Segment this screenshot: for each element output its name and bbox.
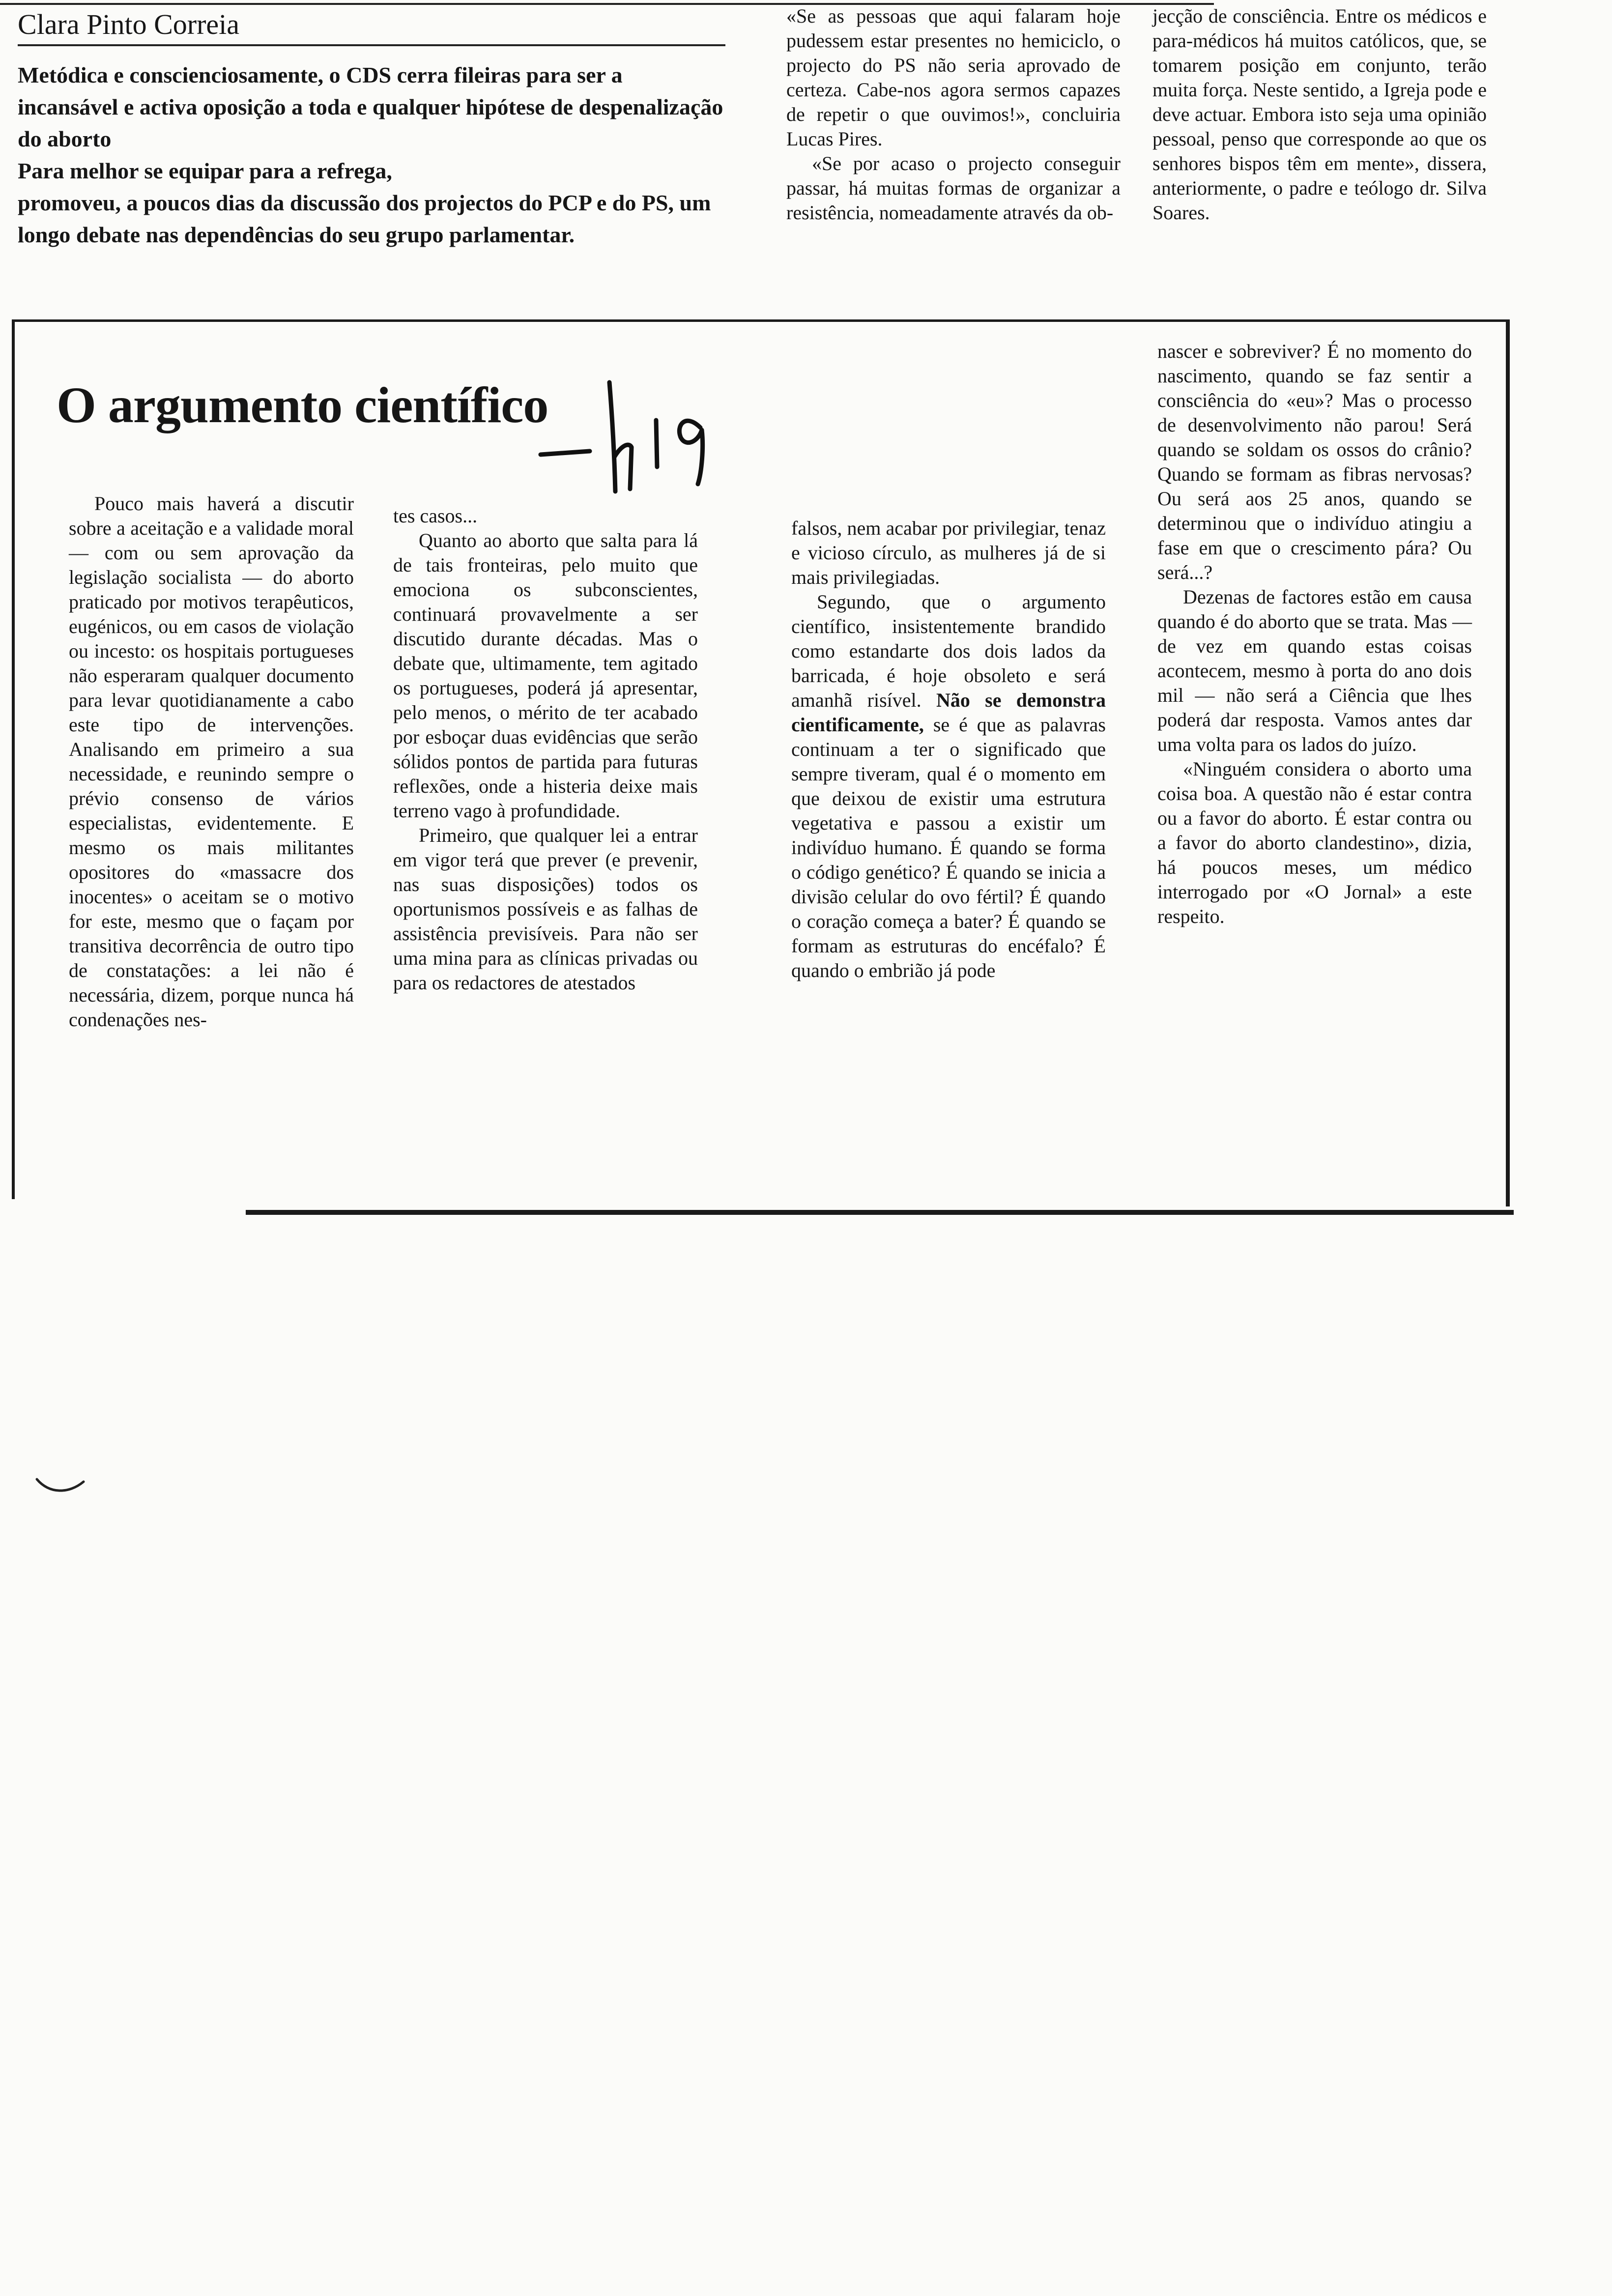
article-column-3 <box>791 516 1106 983</box>
lead-paragraph <box>18 59 725 251</box>
article-column-3-p1 <box>791 590 1106 983</box>
article-column-4 <box>1157 339 1472 929</box>
article-box-bottom-rule <box>246 1210 1514 1215</box>
article-column-3-p1-b: se é que as palavras continuam a ter o significado que sempre tiveram, qual é o momento em que deixou de existir uma estrutura vegetativa e passou a existir um indivíduo humano. É quando se forma o código genético? É quando se inicia a divisão celular do ovo fértil? É quando o coração começa a bater? É quando se formam as estruturas do encéfalo? É quando o embrião já pode <box>791 714 1106 981</box>
top-column-b-p1: jecção de consciência. Entre os médicos e para-médicos há muitos católicos, que, se tomarem posição em conjunto, terão muita força. Neste sentido, a Igreja pode e deve actuar. Embora isto seja uma opinião pessoal, penso que corresponde ao que os senhores bispos têm em mente», dissera, anteriormente, o padre e teólogo dr. Silva Soares. <box>1152 5 1487 224</box>
article-column-3-p1-a: Segundo, que o argumento científico, insistentemente brandido como estandarte dos dois lados da barricada, é hoje obsoleto e será amanhã risível. <box>791 591 1106 711</box>
article-box-left-rule <box>12 319 15 1199</box>
article-column-2-p0: tes casos... <box>393 505 478 527</box>
article-column-2 <box>393 504 698 995</box>
article-column-4-p2: «Ninguém considera o aborto uma coisa boa. A questão não é estar contra ou a favor do aborto. É estar contra ou a favor do aborto clandestino», dizia, há poucos meses, um médico interrogado por «O Jornal» a este respeito. <box>1157 758 1472 927</box>
top-column-b <box>1152 4 1487 225</box>
article-column-2-p1: Quanto ao aborto que salta para lá de tais fronteiras, pelo muito que emociona os subconscientes, continuará provavelmente a ser discutido durante décadas. Mas o debate que, ultimamente, tem agitado os portugueses, poderá já apresentar, pelo menos, o mérito de ter acabado por esboçar duas evidências que serão sólidos pontos de partida para futuras reflexões, onde a histeria deixe mais terreno vago à profundidade. <box>393 529 698 822</box>
lead-line-2: Para melhor se equipar para a refrega, <box>18 158 392 183</box>
article-column-2-p2: Primeiro, que qualquer lei a entrar em vigor terá que prever (e prevenir, nas suas disposições) todos os oportunismos possíveis e as falhas de assistência previsíveis. Para não ser uma mina para as clínicas privadas ou para os redactores de atestados <box>393 824 698 994</box>
top-column-a-p2: «Se por acaso o projecto conseguir passar, há muitas formas de organizar a resistência, nomeadamente através da ob- <box>786 152 1121 224</box>
top-column-a-p1: «Se as pessoas que aqui falaram hoje pudessem estar presentes no hemiciclo, o projecto do PS não seria aprovado de certeza. Cabe-nos agora sermos capazes de repetir o que ouvimos!», concluiria Lucas Pires. <box>786 5 1121 150</box>
article-column-4-p0: nascer e sobreviver? É no momento do nascimento, quando se faz sentir a consciência do «eu»? Mas o processo de desenvolvimento não parou! Será quando se soldam os ossos do crânio? Quando se formam as fibras nervosas? Ou será aos 25 anos, quando se determinou que o indivíduo atingiu a fase em que o crescimento pára? Ou será...? <box>1157 340 1472 583</box>
article-column-3-p1-bold: Não se demonstra cientificamente, <box>791 689 1106 736</box>
scan-mark <box>34 1474 88 1494</box>
article-column-4-p1: Dezenas de factores estão em causa quando é do aborto que se trata. Mas — de vez em quando estas coisas acontecem, mesmo à porta do ano dois mil — não será a Ciência que lhes poderá dar resposta. Vamos antes dar uma volta para os lados do juízo. <box>1157 586 1472 755</box>
article-column-3-p0: falsos, nem acabar por privilegiar, tenaz e vicioso círculo, as mulheres já de si mais privilegiadas. <box>791 517 1106 588</box>
article-column-1 <box>69 491 354 1032</box>
top-column-a <box>786 4 1121 225</box>
lead-line-3: promoveu, a poucos dias da discussão dos projectos do PCP e do PS, um longo debate nas dependências do seu grupo parlamentar. <box>18 190 711 247</box>
handwritten-note <box>536 373 718 496</box>
byline: Clara Pinto Correia <box>18 5 725 46</box>
lead-line-1: Metódica e conscienciosamente, o CDS cerra fileiras para ser a incansável e activa oposição a toda e qualquer hipótese de despenalização do aborto <box>18 62 723 151</box>
article-column-1-p1: Pouco mais haverá a discutir sobre a aceitação e a validade moral — com ou sem aprovação da legislação socialista — do aborto praticado por motivos terapêuticos, eugénicos, ou em casos de violação ou incesto: os hospitais portugueses não esperaram qualquer documento para levar quotidianamente a cabo este tipo de intervenções. Analisando em primeiro a sua necessidade, e reunindo sempre o prévio consenso de vários especialistas, evidentemente. E mesmo os mais militantes opositores do «massacre dos inocentes» o aceitam se o motivo for este, mesmo que o façam por transitiva decorrência de outro tipo de constatações: a lei não é necessária, dizem, porque nunca há condenações nes- <box>69 492 354 1031</box>
article-headline: O argumento científico <box>57 377 548 433</box>
